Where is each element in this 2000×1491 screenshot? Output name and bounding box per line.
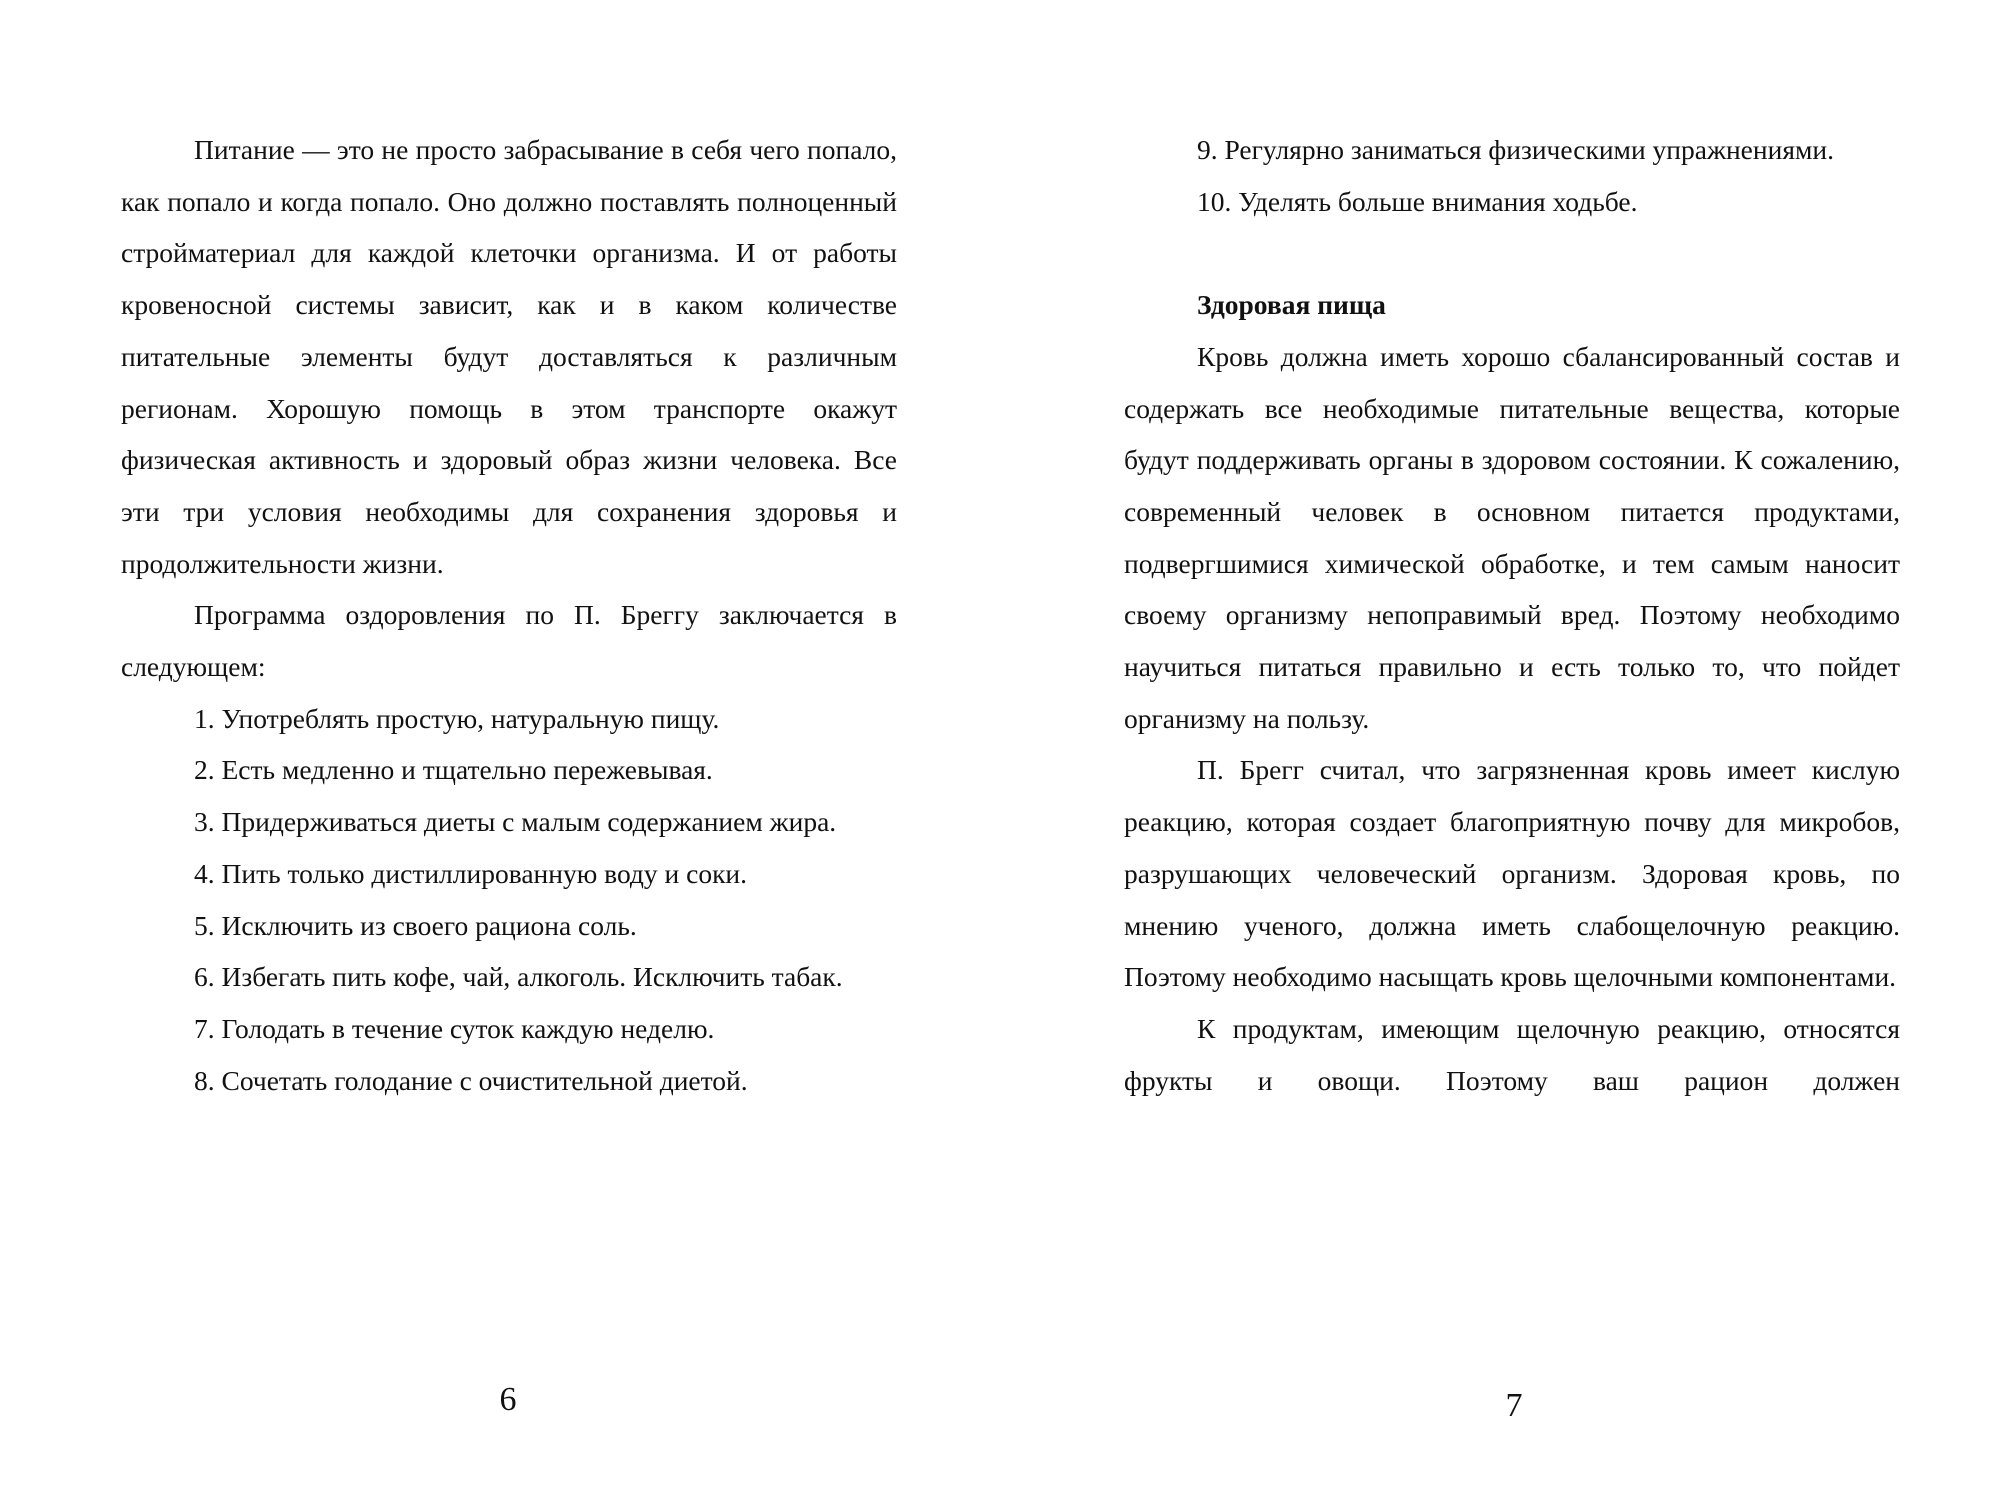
list-item: 7. Голодать в течение суток каждую неделю. bbox=[194, 1012, 715, 1044]
list-item: 6. Избегать пить кофе, чай, алкоголь. Исключить табак. bbox=[194, 961, 843, 993]
paragraph: Питание — это не просто забрасывание в себя чего попало, как попало и когда попало. Оно должно поставлять полноценный стройматериал для каждой клеточки организма. И от работы кровеносной системы зависит, как и в каком количестве питательные элементы будут доставляться к различным регионам. Хорошую помощь в этом транспорте окажут физическая активность и здоровый образ жизни человека. Все эти три условия необходимы для сохранения здоровья и продолжительности жизни. bbox=[121, 134, 897, 579]
right-page bbox=[1000, 0, 2000, 1491]
list-item: 3. Придерживаться диеты с малым содержанием жира. bbox=[194, 806, 837, 838]
right-page-text bbox=[1124, 124, 1900, 1106]
list-item: 10. Уделять больше внимания ходьбе. bbox=[1197, 185, 1638, 217]
paragraph: Программа оздоровления по П. Бреггу заключается в следующем: bbox=[121, 599, 897, 683]
page-number: 7 bbox=[1505, 1387, 1523, 1424]
section-heading: Здоровая пища bbox=[1197, 289, 1386, 321]
page-number: 6 bbox=[499, 1381, 517, 1418]
list-item: 4. Пить только дистиллированную воду и соки. bbox=[194, 857, 748, 889]
list-item: 2. Есть медленно и тщательно пережевывая. bbox=[194, 754, 713, 786]
paragraph: К продуктам, имеющим щелочную реакцию, относятся фрукты и овощи. Поэтому ваш рацион должен bbox=[1124, 1012, 1900, 1096]
list-item: 8. Сочетать голодание с очистительной диетой. bbox=[194, 1064, 748, 1096]
left-page-text bbox=[121, 124, 897, 1106]
list-item: 5. Исключить из своего рациона соль. bbox=[194, 909, 637, 941]
list-item: 1. Употреблять простую, натуральную пищу. bbox=[194, 702, 720, 734]
paragraph: Кровь должна иметь хорошо сбалансированный состав и содержать все необходимые питательные вещества, которые будут поддерживать органы в здоровом состоянии. К сожалению, современный человек в основном питается продуктами, подвергшимися химической обработке, и тем самым наносит своему организму непоправимый вред. Поэтому необходимо научиться питаться правильно и есть только то, что пойдет организму на пользу. bbox=[1124, 340, 1900, 734]
paragraph: П. Брегг считал, что загрязненная кровь имеет кислую реакцию, которая создает благоприятную почву для микробов, разрушающих человеческий организм. Здоровая кровь, по мнению ученого, должна иметь слабощелочную реакцию. Поэтому необходимо насыщать кровь щелочными компонентами. bbox=[1124, 754, 1900, 993]
list-item: 9. Регулярно заниматься физическими упражнениями. bbox=[1197, 134, 1834, 165]
